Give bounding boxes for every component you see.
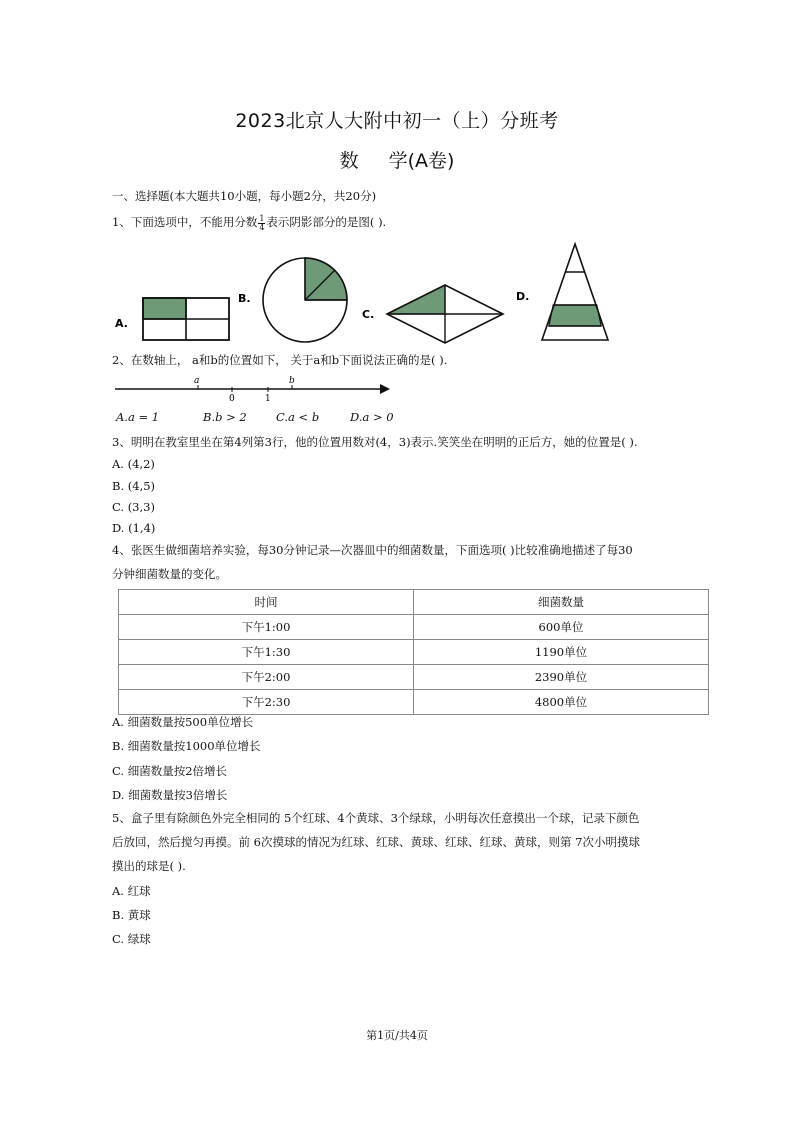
table-row — [119, 690, 709, 715]
subtitle-part-2: 学(A卷) — [388, 150, 455, 172]
figure-a-label: A. — [115, 317, 128, 330]
point-b-label: b — [289, 376, 295, 386]
q2-option-d: D.a > 0 — [350, 410, 394, 424]
figure-a-rectangle — [143, 298, 229, 340]
page-subtitle — [0, 146, 794, 173]
fraction-numerator: 1 — [259, 213, 265, 223]
figure-b-label: B. — [238, 292, 251, 305]
q2-option-b: B.b > 2 — [203, 410, 247, 424]
table-cell: 下午2:00 — [119, 665, 414, 690]
question-4-line-1: 4、张医生做细菌培养实验，每30分钟记录—次器皿中的细菌数量，下面选项( )比较准确地描述了每30 — [112, 543, 633, 557]
question-2: 2、在数轴上， a和b的位置如下， 关于a和b下面说法正确的是( ). — [112, 353, 448, 367]
figure-a-shaded-cell — [143, 298, 186, 319]
q1-text-before: 1、下面选项中，不能用分数 — [112, 215, 258, 229]
q3-option-b: B. (4,5) — [112, 479, 156, 493]
figure-b-circle — [263, 258, 347, 342]
q2-option-a: A.a = 1 — [116, 410, 160, 424]
q4-option-b: B. 细菌数量按1000单位增长 — [112, 739, 261, 753]
q3-option-c: C. (3,3) — [112, 500, 155, 514]
q1-text-after: 表示阴影部分的是图( ). — [266, 215, 387, 229]
question-5-line-3: 摸出的球是( ). — [112, 859, 186, 873]
table-row — [119, 665, 709, 690]
table-header-count: 细菌数量 — [414, 590, 709, 615]
table-row — [119, 640, 709, 665]
table-cell: 2390单位 — [414, 665, 709, 690]
table-header-time: 时间 — [119, 590, 414, 615]
question-1 — [112, 214, 386, 232]
table-cell: 下午1:30 — [119, 640, 414, 665]
bacteria-table — [118, 589, 709, 715]
table-row — [119, 615, 709, 640]
page-title: 2023北京人大附中初一（上）分班考 — [235, 110, 559, 132]
q3-option-d: D. (1,4) — [112, 521, 156, 535]
q5-option-c: C. 绿球 — [112, 932, 151, 946]
q4-option-a: A. 细菌数量按500单位增长 — [112, 715, 254, 729]
page-footer: 第1页/共4页 — [366, 1029, 428, 1042]
table-cell: 下午1:00 — [119, 615, 414, 640]
q5-option-b: B. 黄球 — [112, 908, 151, 922]
table-cell: 600单位 — [414, 615, 709, 640]
fraction-one-quarter — [258, 215, 265, 232]
table-cell: 下午2:30 — [119, 690, 414, 715]
subtitle-part-1: 数 — [339, 150, 359, 172]
question-5-line-2: 后放回，然后搅匀再摸。前 6次摸球的情况为红球、红球、黄球、红球、红球、黄球，则第 7次小明摸球 — [112, 835, 640, 849]
section-heading: 一、选择题(本大题共10小题，每小题2分，共20分) — [112, 189, 377, 203]
q1-figures — [0, 238, 794, 348]
q3-option-a: A. (4,2) — [112, 457, 155, 471]
question-3: 3、明明在教室里坐在第4列第3行，他的位置用数对(4，3)表示.笑笑坐在明明的正后方，她的位置是( ). — [112, 435, 638, 449]
q5-option-a: A. 红球 — [112, 884, 151, 898]
question-4-line-2: 分钟细菌数量的变化。 — [112, 567, 227, 581]
number-line — [0, 372, 794, 408]
table-header-row — [119, 590, 709, 615]
q2-option-c: C.a < b — [276, 410, 320, 424]
question-5-line-1: 5、盒子里有除颜色外完全相同的 5个红球、4个黄球、3个绿球，小明每次任意摸出一个球，记录下颜色 — [112, 811, 640, 825]
point-a-label: a — [194, 376, 200, 386]
figure-c-rhombus — [387, 285, 503, 343]
q4-option-c: C. 细菌数量按2倍增长 — [112, 764, 228, 778]
zero-label: 0 — [229, 394, 235, 404]
q4-option-d: D. 细菌数量按3倍增长 — [112, 788, 228, 802]
figure-d-triangle — [542, 244, 608, 340]
table-cell: 4800单位 — [414, 690, 709, 715]
one-label: 1 — [265, 394, 271, 404]
figure-c-label: C. — [362, 308, 375, 321]
figure-d-shaded-band — [549, 305, 601, 326]
figure-d-label: D. — [516, 290, 530, 303]
table-cell: 1190单位 — [414, 640, 709, 665]
fraction-denominator: 4 — [259, 222, 265, 232]
